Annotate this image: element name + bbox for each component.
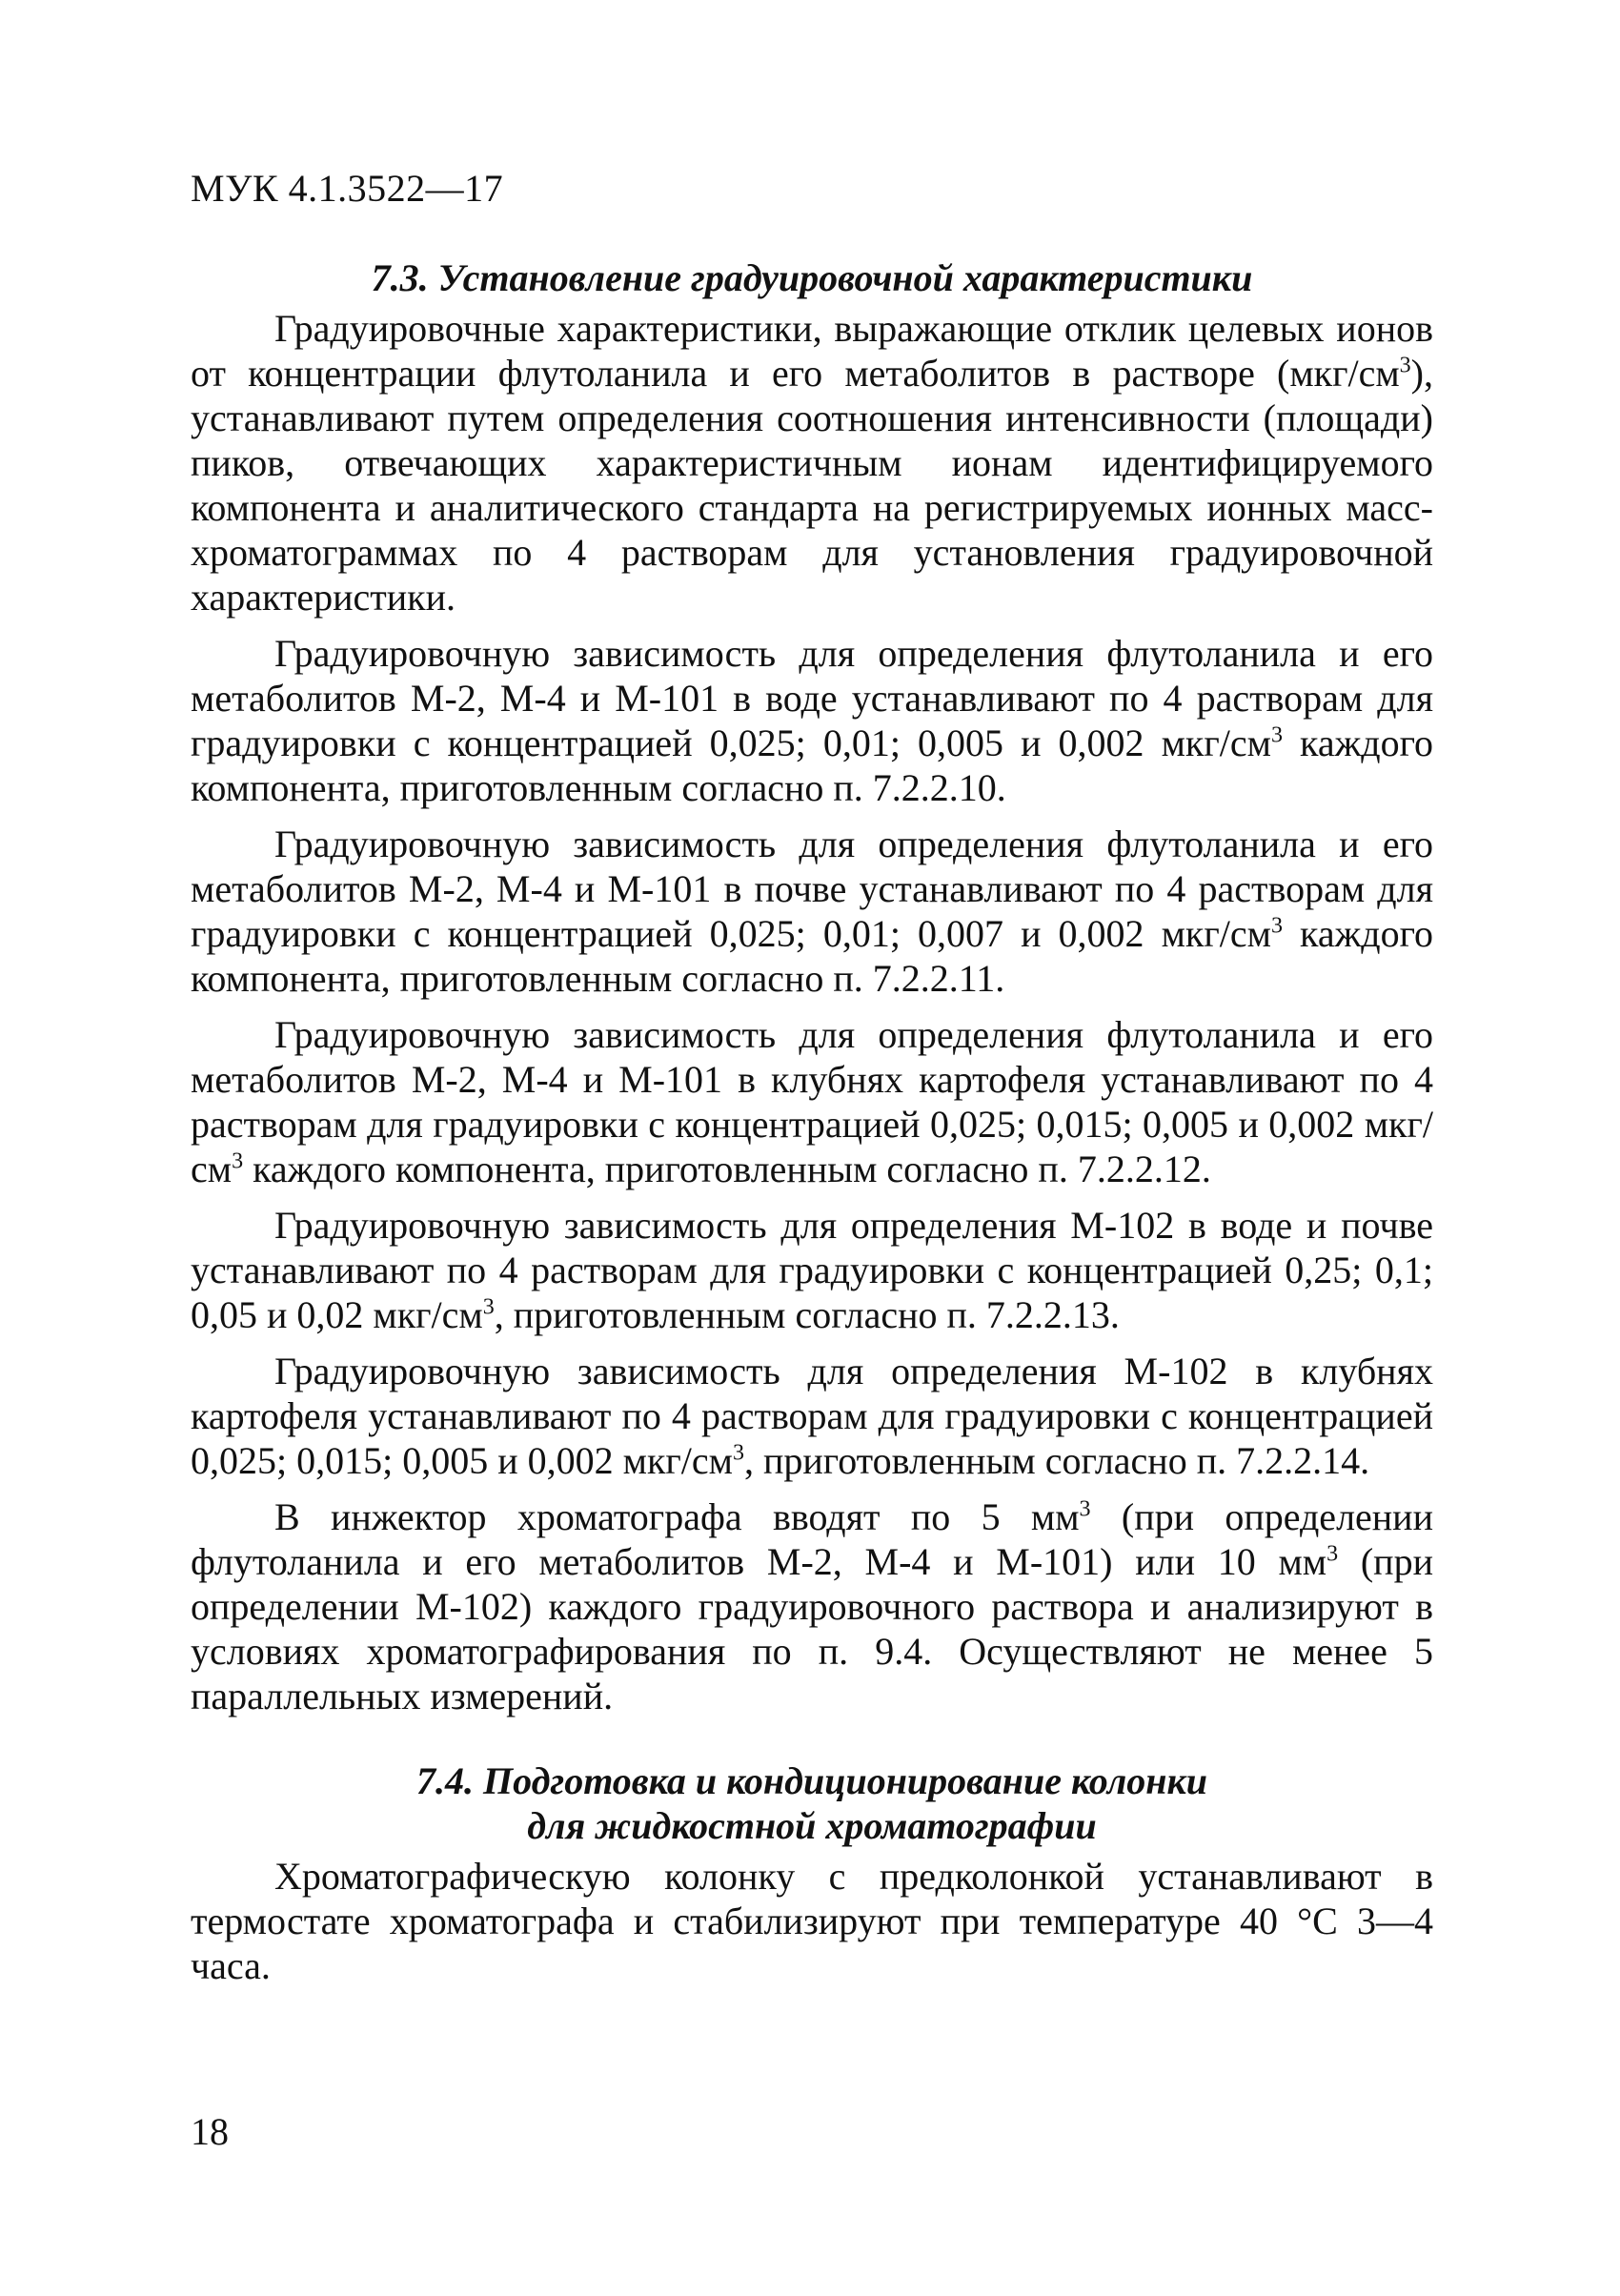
running-header: МУК 4.1.3522—17	[191, 167, 504, 210]
page-number: 18	[191, 2110, 229, 2153]
paragraph-m102-water-soil-calibration: Градуировочную зависимость для определения М-102 в воде и почве устанавливают по 4 растворам для градуировки с концентрацией 0,25; 0,1; 0,05 и 0,02 мкг/$см^3$, приготовленным согласно п. 7.2.2.13.	[191, 1204, 1433, 1336]
paragraph-calibration-characteristics: Градуировочные характеристики, выражающие отклик целевых ионов от концентрации флутоланила и его метаболитов в растворе $(мкг/см^3)$, устанавливают путем определения соотношения интенсивности (площади) пиков, отвечающих характеристичным ионам идентифицируемого компонента и аналитического стандарта на регистрируемых ионных масс-хроматограммах по 4 растворам для установления градуировочной характеристики.	[191, 307, 1433, 619]
section-title-7-4-line2: для жидкостной хроматографии	[527, 1804, 1097, 1847]
paragraph-potato-calibration: Градуировочную зависимость для определения флутоланила и его метаболитов М-2, М-4 и М-101 в клубнях картофеля устанавливают по 4 растворам для градуировки с концентрацией 0,025; 0,015; 0,005 и 0,002 мкг/$см^3$ каждого компонента, приготовленным согласно п. 7.2.2.12.	[191, 1013, 1433, 1190]
paragraph-m102-potato-calibration: Градуировочную зависимость для определения М-102 в клубнях картофеля устанавливают по 4 растворам для градуировки с концентрацией 0,025; 0,015; 0,005 и 0,002 мкг/$см^3$, приготовленным согласно п. 7.2.2.14.	[191, 1350, 1433, 1482]
section-title-7-4-line1: 7.4. Подготовка и кондиционирование колонки	[416, 1759, 1207, 1802]
paragraph-water-calibration: Градуировочную зависимость для определения флутоланила и его метаболитов М-2, М-4 и М-101 в воде устанавливают по 4 растворам для градуировки с концентрацией 0,025; 0,01; 0,005 и 0,002 мкг/$см^3$ каждого компонента, приготовленным согласно п. 7.2.2.10.	[191, 632, 1433, 809]
section-title-7-3: 7.3. Установление градуировочной характеристики	[371, 256, 1253, 299]
paragraph-column-preparation: Хроматографическую колонку с предколонкой устанавливают в термостате хроматографа и стабилизируют при температуре 40 °С 3—4 часа.	[191, 1855, 1433, 1987]
page-content	[191, 255, 1433, 2000]
paragraph-soil-calibration: Градуировочную зависимость для определения флутоланила и его метаболитов М-2, М-4 и М-101 в почве устанавливают по 4 растворам для градуировки с концентрацией 0,025; 0,01; 0,007 и 0,002 мкг/$см^3$ каждого компонента, приготовленным согласно п. 7.2.2.11.	[191, 823, 1433, 1000]
section-title-7-4	[191, 1758, 1433, 1848]
paragraph-injection: В инжектор хроматографа вводят по 5 $мм^3$ (при определении флутоланила и его метаболитов М-2, М-4 и М-101) или 10 $мм^3$ (при определении М-102) каждого градуировочного раствора и анализируют в условиях хроматографирования по п. 9.4. Осуществляют не менее 5 параллельных измерений.	[191, 1495, 1433, 1717]
